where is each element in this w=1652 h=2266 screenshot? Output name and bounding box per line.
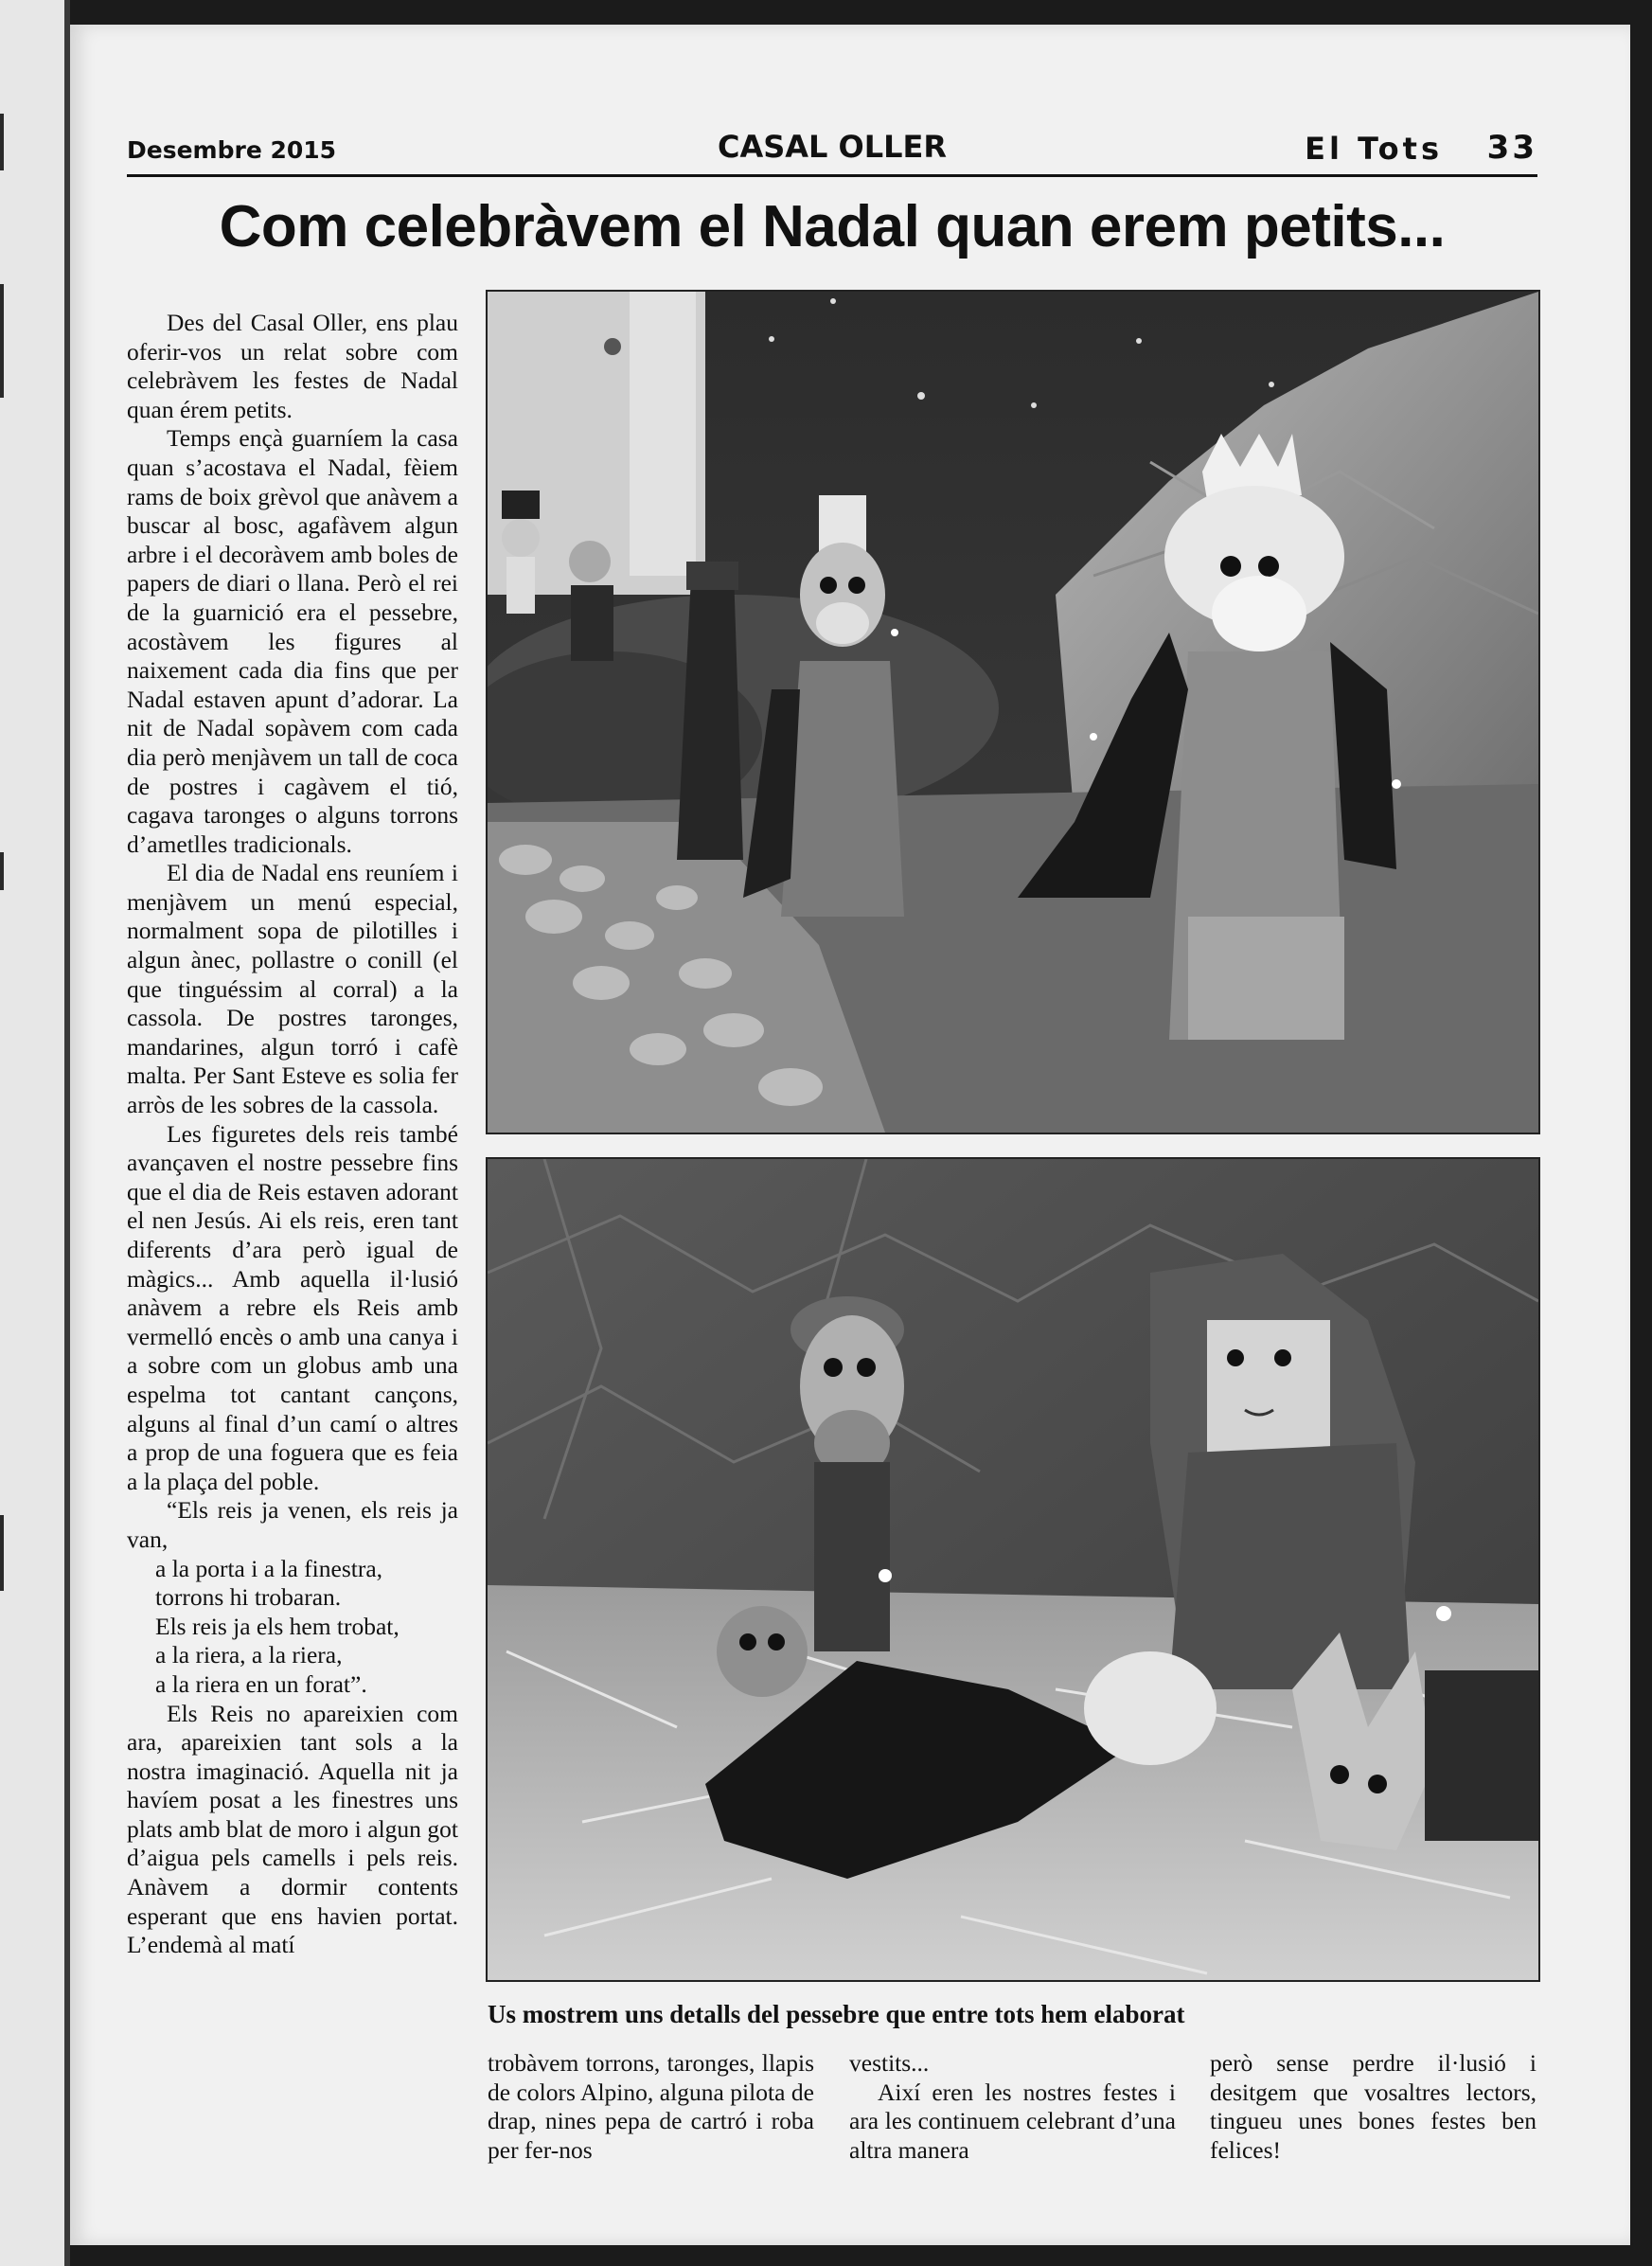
photo-caption: Us mostrem uns detalls del pessebre que entre tots hem elaborat <box>488 2000 1185 2028</box>
nativity-manger-photo <box>486 1157 1540 1982</box>
paragraph: Les figuretes dels reis també avançaven el nostre pessebre fins que el dia de Reis estaven adorant el nen Jesús. Ai els reis, eren tant diferents d’ara però igual de màgics... Amb aquella il·lusió anàvem a rebre els Reis amb vermelló encès o amb una canya i a sobre com un globus amb una espelma tot cantant cançons, alguns al final d’un camí o altres a prop de una foguera que es feia a la plaça del poble. <box>127 1119 458 1495</box>
paragraph: trobàvem torrons, taronges, llapis de colors Alpino, alguna pilota de drap, nines pepa de cartró i roba per fer-nos <box>488 2049 814 2164</box>
verse-line: a la porta i a la finestra, <box>155 1554 383 1582</box>
paragraph: Temps ençà guarníem la casa quan s’acostava el Nadal, fèiem rams de boix grèvol que anàvem a buscar al bosc, agafàvem algun arbre i el decoràvem amb boles de papers de diari o llana. Però el rei de la guarnició era el pessebre, acostàvem les figures al naixement cada dia fins que per Nadal estaven apunt d’adorar. La nit de Nadal sopàvem com cada dia però menjàvem un tall de coca de postres i cagàvem el tió, cagava taronges o alguns torrons d’ametlles tradicionals. <box>127 424 458 858</box>
article-column-c <box>1210 2049 1537 2165</box>
page-header <box>127 108 1537 177</box>
article-left-column <box>127 309 458 1960</box>
kings-illustration <box>488 292 1538 1133</box>
publication-name: El Tots <box>1305 131 1443 167</box>
paragraph: Des del Casal Oller, ens plau oferir-vos un relat sobre com celebràvem les festes de Nadal quan érem petits. <box>127 309 458 423</box>
paragraph: Els Reis no apareixien com ara, apareixien tant sols a la nostra imaginació. Aquella nit ja havíem posat a les finestres uns plats amb blat de moro i algun got d’aigua pels camells i pels reis. Anàvem a dormir contents esperant que ens havien portat. L’endemà al matí <box>127 1699 458 1959</box>
article-column-a <box>488 2049 814 2165</box>
manger-illustration <box>488 1159 1538 1980</box>
verse-line: Els reis ja els hem trobat, <box>155 1612 400 1640</box>
section-title: CASAL OLLER <box>717 129 948 165</box>
verse-line: a la riera en un forat”. <box>155 1669 367 1698</box>
paragraph: vestits... <box>849 2049 930 2077</box>
issue-date: Desembre 2015 <box>127 136 337 164</box>
verse-line: torrons hi trobaran. <box>155 1583 342 1612</box>
paragraph: El dia de Nadal ens reuníem i menjàvem un menú especial, normalment sopa de pilotilles i algun ànec, pollastre o conill (el que tinguéssim al corral) a la cassola. De postres taronges, mandarines, algun torró i cafè malta. Per Sant Esteve es solia fer arròs de les sobres de la cassola. <box>127 859 458 1119</box>
adjacent-page-edge <box>0 0 70 2266</box>
verse-line: “Els reis ja venen, els reis ja van, <box>127 1496 458 1553</box>
paragraph: Així eren les nostres festes i ara les continuem celebrant d’una altra manera <box>849 2078 1176 2164</box>
page-number: 33 <box>1486 129 1537 167</box>
verse-line: a la riera, a la riera, <box>155 1641 343 1669</box>
nativity-kings-photo <box>486 290 1540 1134</box>
article-column-b <box>849 2049 1176 2165</box>
magazine-page <box>70 25 1630 2245</box>
paragraph: però sense perdre il·lusió i desitgem que vosaltres lectors, tingueu unes bones festes ben felices! <box>1210 2049 1537 2164</box>
article-title: Com celebràvem el Nadal quan erem petits... <box>219 194 1446 259</box>
